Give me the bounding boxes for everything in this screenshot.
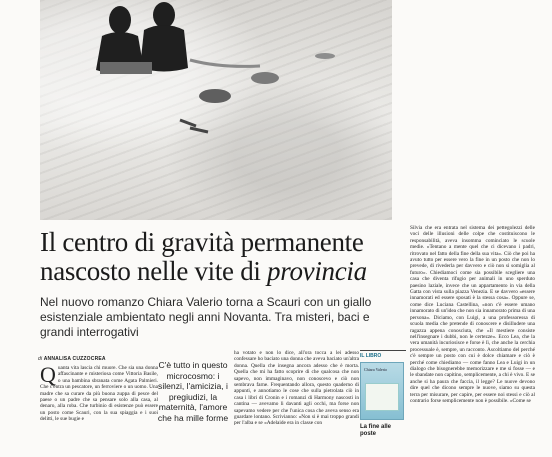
beach-photo <box>40 0 392 220</box>
book-cover-image: Chiara Valerio <box>360 362 404 420</box>
byline: di ANNALISA CUZZOCREA <box>38 356 106 362</box>
headline-italic: provincia <box>267 256 367 286</box>
book-box <box>360 350 406 457</box>
body-column-1: Quanta vita lascia chi muore. Che sia una donna affascinante e misteriosa come Vittoria Basile, o una bambina sbranata come Agata Palmieri. Che c'entra un pescatore, un ferroviere o un uomo. Una madre che sa curare da più buona zuppa di pesce del paese o un padre che sa pensare solo alla casa, al denaro, alla roba. Che turbinio di esistenze può essere un posto come Scauri, con la sua spiaggia e i suoi delitti, le sue bugie e <box>40 365 158 423</box>
author-name: ANNALISA CUZZOCREA <box>43 356 106 362</box>
headline: Il centro di gravità permanente nascosto nelle vite di provincia <box>40 227 367 286</box>
standfirst: Nel nuovo romanzo Chiara Valerio torna a Scauri con un giallo esistenziale ambientato negli anni Novanta. Tra misteri, baci e grandi interrogativi <box>40 295 372 339</box>
couple-on-beach-image <box>40 0 392 220</box>
body-column-3: Silvia che era entrata nel sistema dei pettegolezzi delle voci delle illusioni delle colpe che costituiscono le responsabilità, aveva insomma cominciato le scuole medie. «Tentano a mente quel che ci dicevano i padri, ritrovato nel fatto della fine della sua vita». Ciò che poi ha avuto tutto per essere vero la fine in un posto che non lo prevede, di rivederla per davvero e ciò non si somiglia al futuro». Chiediamoci come sia possibile scegliere una casa che diventa rifugio per animali in uno sperduto paesino laziale, invece che un appartamento in via della Gatta con vista sulla piazza Venezia. E se davvero «essere innamorati ed essere sposati è la stessa cosa». Oppure se, come dice Luciana Castellina, «non c'è essere umano innamorato di un'idea che non sia innamorato prima di una persona». Diciamo, con Luigi, a una professoressa di scuola media che pretende di conoscere e disilludere una ragazza appena conosciuta, che «Il mestiere consiste nell'insegnare i dubbi, non le certezze». Ecco Lea, che la vera umanità incuriosisce e forse è lì, che anche la cerchia processuale è, sempre, un racconto. Ascoltiamo del perché c'è sempre un posto con cui è dolce chiamare e ciò è perché come chiediamo — come fanno Lea e Luigi in un dialogo che bisognerebbe memorizzare e me si fosse — e le sbandate non capitino, semplicemente, a chi è vivo. E se anche si ha paura che faccia, il legge? Le nuove devono dire quel che dicono sempre le nuove, siamo su questa terra per misurare, per capire, per essere noi stessi e ciò al contrario forse semplicemente non è possibile. «Come se <box>410 225 535 404</box>
body-column-2: ha votato e non lo dice, all'ora tocca a lei adesso confessare ho baciato una donna che aveva baciato un'altra donna. Quella che insegna ancora adesso che è morta. Quella che mi ha fatto scoprire di che qualcosa che non sapevo, non immaginavo, non conoscevo e ciò non sembrava farne. Frequentando allora, questo quaderno di appunti, e annotiamo le cose che sulla pietrolata ciò in casa i libri di Cronin e i romanzi di Harmony nascosti in cantina — avevamo li davanti agli occhi, ma forse non sapevamo vedere per che l'unica cosa che aveva senso era guardare lontano. Scrivianno: «Non si è mai troppo grandi per l'alba e se «Adelaide era in classe con <box>234 350 359 427</box>
pull-quote: C'è tutto in questo microcosmo: i silenzi, l'amicizia, i pregiudizi, la maternità, l'amore che ha mille forme <box>157 360 229 423</box>
drop-cap: Q <box>40 365 56 387</box>
book-title: La fine alle poste <box>360 424 392 437</box>
book-box-label: IL LIBRO <box>360 353 382 359</box>
